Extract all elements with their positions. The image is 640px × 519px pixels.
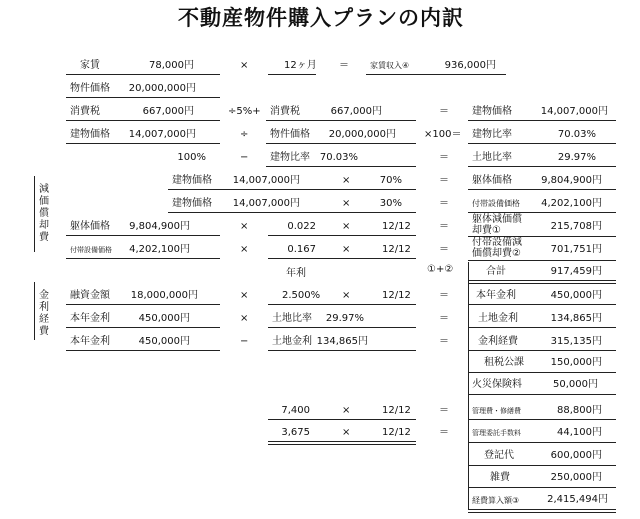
rule: [468, 487, 616, 488]
months-fraction: 12/12: [382, 405, 411, 416]
rule: [468, 189, 616, 190]
management-fee-amount: 7,400: [281, 405, 310, 416]
total-value: 917,459円: [550, 266, 602, 277]
rule: [468, 465, 616, 466]
rent-value: 78,000円: [149, 60, 194, 71]
building-price-value: 14,007,000円: [128, 129, 196, 140]
rule: [66, 327, 220, 328]
tax-value: 150,000円: [550, 357, 602, 368]
annual-interest-label: 本年金利: [476, 290, 516, 301]
operator: ×: [342, 244, 351, 255]
land-ratio-value: 29.97%: [557, 152, 596, 163]
expense-total-value: 2,415,494円: [547, 494, 608, 505]
rule: [468, 120, 616, 121]
section-bracket: [34, 176, 35, 252]
frame-price-label: 躯体価格: [70, 221, 110, 232]
property-price-mid-value: 20,000,000円: [328, 129, 396, 140]
operator: −: [240, 336, 249, 347]
sum-note: ①+②: [427, 264, 454, 275]
months-value: 12ヶ月: [284, 60, 317, 71]
registration-value: 600,000円: [550, 450, 602, 461]
equals-sign: ＝: [439, 198, 449, 209]
management-repair-label: 管理費・修繕費: [472, 407, 521, 415]
rule: [66, 74, 220, 75]
equals-sign: ＝: [339, 60, 349, 71]
rule: [468, 394, 616, 395]
property-price-mid-label: 物件価格: [270, 129, 310, 140]
operator: ×: [342, 221, 351, 232]
frame-ratio: 70%: [379, 175, 402, 186]
misc-label: 雑費: [490, 472, 510, 483]
rule: [66, 350, 220, 351]
building-price-label: 建物価格: [172, 198, 212, 209]
equals-sign: ＝: [439, 106, 449, 117]
building-ratio-value: 70.03%: [557, 129, 596, 140]
management-commission-amount: 3,675: [281, 427, 310, 438]
rule: [66, 258, 220, 259]
rule: [268, 74, 316, 75]
equipment-depreciation-value: 701,751円: [550, 244, 602, 255]
land-interest-mid-value: 134,865円: [316, 336, 368, 347]
rule: [266, 166, 416, 167]
building-price-value: 14,007,000円: [540, 106, 608, 117]
rule: [468, 442, 616, 443]
rule: [268, 304, 416, 305]
equals-sign: ＝: [439, 290, 449, 301]
land-interest-label: 土地金利: [478, 313, 518, 324]
rule: [168, 189, 416, 190]
equipment-depreciation-label: 付帯設備減価償却費②: [472, 237, 522, 259]
annual-rate-label: 年利: [286, 268, 306, 279]
consumption-tax-value: 667,000円: [142, 106, 194, 117]
property-price-value: 20,000,000円: [128, 83, 196, 94]
management-repair-value: 88,800円: [557, 405, 602, 416]
rule: [66, 304, 220, 305]
rule: [468, 212, 616, 213]
rent-income-label: 家賃収入④: [370, 61, 410, 70]
rule: [168, 212, 416, 213]
management-commission-value: 44,100円: [557, 427, 602, 438]
consumption-tax-mid-label: 消費税: [270, 106, 300, 117]
double-rule: [468, 280, 616, 284]
equals-sign: ＝: [439, 221, 449, 232]
operator: ÷: [240, 129, 249, 140]
building-price-value: 14,007,000円: [232, 198, 300, 209]
equals-sign: ＝: [439, 175, 449, 186]
depreciation-rate: 0.167: [287, 244, 316, 255]
equals-sign: ＝: [439, 336, 449, 347]
rule: [468, 327, 616, 328]
loan-amount-value: 18,000,000円: [130, 290, 198, 301]
building-price-label: 建物価格: [472, 106, 512, 117]
depreciation-section-label: 減価償却費: [39, 184, 49, 243]
rule: [66, 143, 220, 144]
land-interest-mid-label: 土地金利: [272, 336, 312, 347]
section-bracket: [34, 282, 35, 340]
rule: [468, 304, 616, 305]
months-fraction: 12/12: [382, 221, 411, 232]
operator: ×: [342, 290, 351, 301]
equals-sign: ＝: [439, 427, 449, 438]
rule: [468, 372, 616, 373]
equipment-price-value: 4,202,100円: [541, 198, 602, 209]
total-label: 合計: [486, 266, 506, 277]
land-interest-value: 134,865円: [550, 313, 602, 324]
land-ratio-mid-label: 土地比率: [272, 313, 312, 324]
months-fraction: 12/12: [382, 290, 411, 301]
annual-interest-label: 本年金利: [70, 313, 110, 324]
rule: [468, 166, 616, 167]
tax-label: 租税公課: [484, 357, 524, 368]
rule: [268, 350, 416, 351]
property-price-label: 物件価格: [70, 83, 110, 94]
building-price-value: 14,007,000円: [232, 175, 300, 186]
rule: [266, 120, 416, 121]
annual-interest-value: 450,000円: [550, 290, 602, 301]
annual-interest-label: 本年金利: [70, 336, 110, 347]
operator: ×: [240, 221, 249, 232]
interest-section-label: 金利経費: [39, 290, 49, 337]
rule: [468, 350, 616, 351]
rule: [268, 419, 416, 420]
expense-total-label: 経費算入額③: [472, 496, 520, 505]
annual-interest-value: 450,000円: [138, 313, 190, 324]
operator: ×: [240, 244, 249, 255]
misc-value: 250,000円: [550, 472, 602, 483]
frame-price-value: 9,804,900円: [541, 175, 602, 186]
equals-sign: ＝: [439, 152, 449, 163]
equipment-price-label: 付帯設備価格: [472, 199, 520, 208]
operator: ×: [342, 175, 351, 186]
equipment-price-label: 付帯設備価格: [70, 246, 112, 254]
operator: ×: [342, 198, 351, 209]
rule: [366, 74, 506, 75]
interest-rate: 2.500%: [282, 290, 321, 301]
rule: [66, 120, 220, 121]
frame-depreciation-value: 215,708円: [550, 221, 602, 232]
equipment-price-value: 4,202,100円: [129, 244, 190, 255]
building-ratio-mid-value: 70.03%: [319, 152, 358, 163]
land-ratio-label: 土地比率: [472, 152, 512, 163]
double-rule: [268, 441, 416, 445]
registration-label: 登記代: [484, 450, 514, 461]
management-commission-label: 管理委託手数料: [472, 429, 521, 437]
depreciation-rate: 0.022: [287, 221, 316, 232]
rule: [468, 260, 616, 261]
frame-depreciation-label: 躯体減価償却費①: [472, 214, 522, 236]
rule: [266, 143, 416, 144]
rule: [66, 97, 220, 98]
building-price-label: 建物価格: [172, 175, 212, 186]
frame-price-value: 9,804,900円: [129, 221, 190, 232]
building-ratio-mid-label: 建物比率: [270, 152, 310, 163]
building-ratio-label: 建物比率: [472, 129, 512, 140]
interest-expense-label: 金利経費: [478, 336, 518, 347]
operator: ÷5%+: [228, 106, 261, 117]
consumption-tax-mid-value: 667,000円: [330, 106, 382, 117]
operator: ×: [342, 427, 351, 438]
land-ratio-mid-value: 29.97%: [325, 313, 364, 324]
operator: ×100＝: [424, 129, 462, 140]
page-title: 不動産物件購入プランの内訳: [178, 6, 464, 30]
consumption-tax-label: 消費税: [70, 106, 100, 117]
rule: [66, 235, 220, 236]
operator: ×: [240, 290, 249, 301]
months-fraction: 12/12: [382, 244, 411, 255]
rent-income-value: 936,000円: [444, 60, 496, 71]
double-rule: [468, 509, 616, 513]
rule: [268, 258, 416, 259]
annual-interest-value: 450,000円: [138, 336, 190, 347]
rule: [268, 235, 416, 236]
equipment-ratio: 30%: [379, 198, 402, 209]
interest-expense-value: 315,135円: [550, 336, 602, 347]
operator: ×: [240, 313, 249, 324]
hundred-percent: 100%: [177, 152, 206, 163]
months-fraction: 12/12: [382, 427, 411, 438]
operator: ×: [342, 405, 351, 416]
equals-sign: ＝: [439, 313, 449, 324]
rent-label: 家賃: [80, 60, 100, 71]
fire-insurance-value: 50,000円: [553, 379, 598, 390]
loan-amount-label: 融資金額: [70, 290, 110, 301]
building-price-label: 建物価格: [70, 129, 110, 140]
equals-sign: ＝: [439, 244, 449, 255]
fire-insurance-label: 火災保険料: [472, 379, 522, 390]
rule: [468, 419, 616, 420]
rule: [468, 143, 616, 144]
multiply-sign: ×: [240, 60, 249, 71]
column-border: [468, 262, 469, 510]
rule: [268, 327, 416, 328]
frame-price-label: 躯体価格: [472, 175, 512, 186]
equals-sign: ＝: [439, 405, 449, 416]
operator: −: [240, 152, 249, 163]
